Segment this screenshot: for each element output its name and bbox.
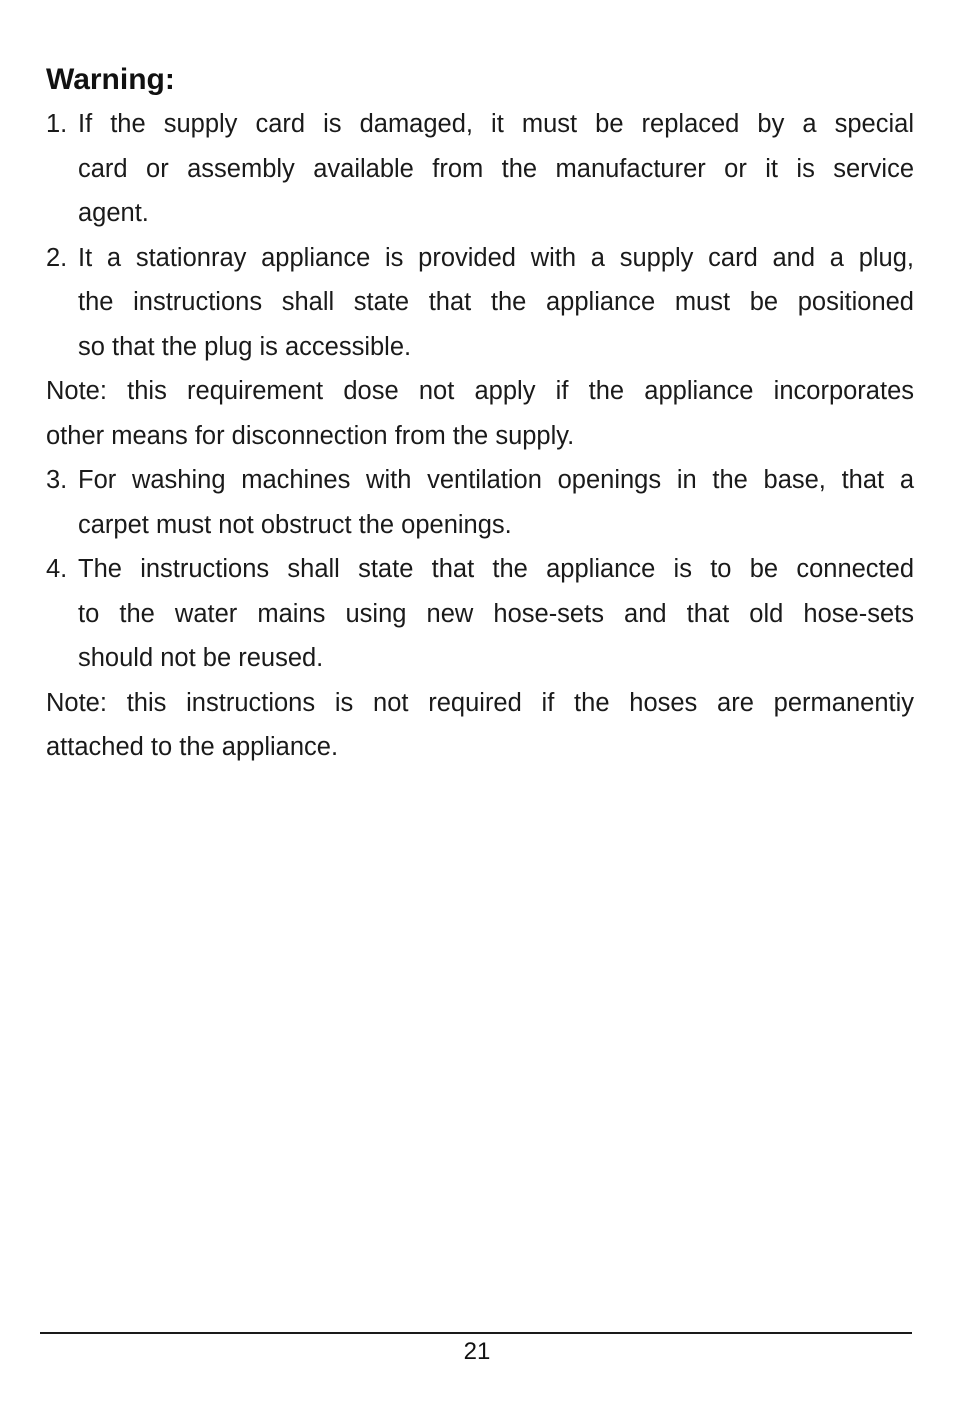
warning-heading: Warning: bbox=[46, 63, 175, 96]
list-item-line: agent. bbox=[78, 199, 149, 227]
page-content bbox=[46, 58, 914, 770]
note-line: attached to the appliance. bbox=[46, 733, 339, 761]
footer-divider bbox=[40, 1332, 912, 1334]
list-item-line: the instructions shall state that the appliance must be positioned bbox=[78, 288, 914, 316]
page-number: 21 bbox=[463, 1338, 491, 1365]
list-item-line: carpet must not obstruct the openings. bbox=[78, 510, 512, 539]
list-item-line: card or assembly available from the manufacturer or it is service bbox=[78, 154, 914, 183]
note-2 bbox=[46, 681, 914, 770]
list-item-line: If the supply card is damaged, it must be replaced by a special bbox=[78, 110, 914, 138]
list-item-line: to the water mains using new hose-sets and that old hose-sets bbox=[78, 599, 914, 628]
list-item-number: 2. bbox=[46, 243, 68, 272]
list-item-1 bbox=[46, 102, 914, 236]
note-line: other means for disconnection from the supply. bbox=[46, 421, 575, 450]
list-item-number: 1. bbox=[46, 110, 68, 138]
list-item-line: so that the plug is accessible. bbox=[78, 332, 412, 361]
list-item-line: It a stationray appliance is provided with a supply card and a plug, bbox=[78, 243, 914, 272]
note-line: Note: this requirement dose not apply if the appliance incorporates bbox=[46, 377, 914, 405]
list-item-number: 4. bbox=[46, 555, 68, 583]
list-item-line: The instructions shall state that the appliance is to be connected bbox=[78, 555, 914, 583]
list-item-line: should not be reused. bbox=[78, 644, 324, 672]
list-item-3 bbox=[46, 458, 914, 547]
note-1 bbox=[46, 369, 914, 458]
list-item-2 bbox=[46, 236, 914, 370]
list-item-line: For washing machines with ventilation openings in the base, that a bbox=[78, 466, 914, 494]
note-line: Note: this instructions is not required if the hoses are permanentiy bbox=[46, 688, 914, 717]
list-item-number: 3. bbox=[46, 466, 68, 494]
list-item-4 bbox=[46, 547, 914, 681]
